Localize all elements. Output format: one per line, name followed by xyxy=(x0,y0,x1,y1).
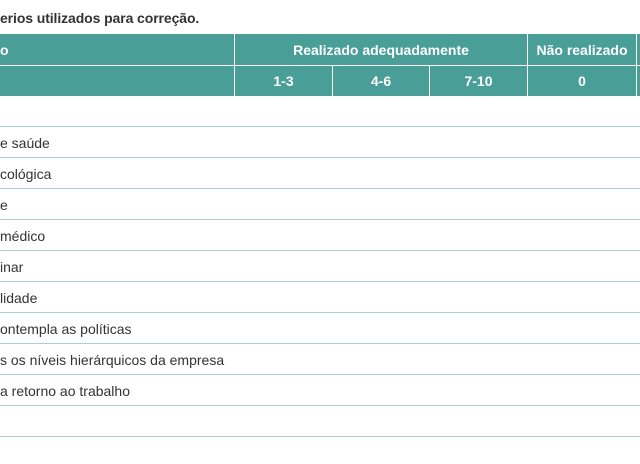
table-header-row-1 xyxy=(0,34,640,65)
table-body xyxy=(0,96,640,437)
header-nao-realizado: Não realizado xyxy=(536,41,628,58)
row-criterion-label: lidade xyxy=(0,290,38,306)
table-row xyxy=(0,406,640,437)
row-criterion-label: inar xyxy=(0,259,24,275)
header-score-4-6: 4-6 xyxy=(370,73,392,89)
table-row xyxy=(0,127,640,158)
table-row xyxy=(0,220,640,251)
row-criterion-label: a retorno ao trabalho xyxy=(0,383,130,399)
row-criterion-label: e xyxy=(0,197,8,213)
header-score-1-3: 1-3 xyxy=(273,73,294,89)
table-row xyxy=(0,344,640,375)
table-row xyxy=(0,313,640,344)
header-realizado-adequadamente: Realizado adequadamente xyxy=(293,41,469,58)
header-score-0: 0 xyxy=(578,73,586,89)
table-row xyxy=(0,189,640,220)
row-criterion-label: ontempla as políticas xyxy=(0,321,132,337)
row-criterion-label: e saúde xyxy=(0,135,50,151)
table-row xyxy=(0,251,640,282)
table-row xyxy=(0,96,640,127)
row-criterion-label: médico xyxy=(0,228,46,244)
row-criterion-label: cológica xyxy=(0,166,52,182)
table-row xyxy=(0,158,640,189)
table-row xyxy=(0,375,640,406)
header-criteria-label: o xyxy=(0,41,9,58)
table-caption: erios utilizados para correção. xyxy=(0,10,200,26)
table-row xyxy=(0,282,640,313)
header-score-7-10: 7-10 xyxy=(464,73,493,89)
row-criterion-label: s os níveis hierárquicos da empresa xyxy=(0,352,225,368)
table-header-row-2 xyxy=(0,65,640,96)
header-divider xyxy=(636,34,637,65)
header-divider xyxy=(636,66,637,96)
